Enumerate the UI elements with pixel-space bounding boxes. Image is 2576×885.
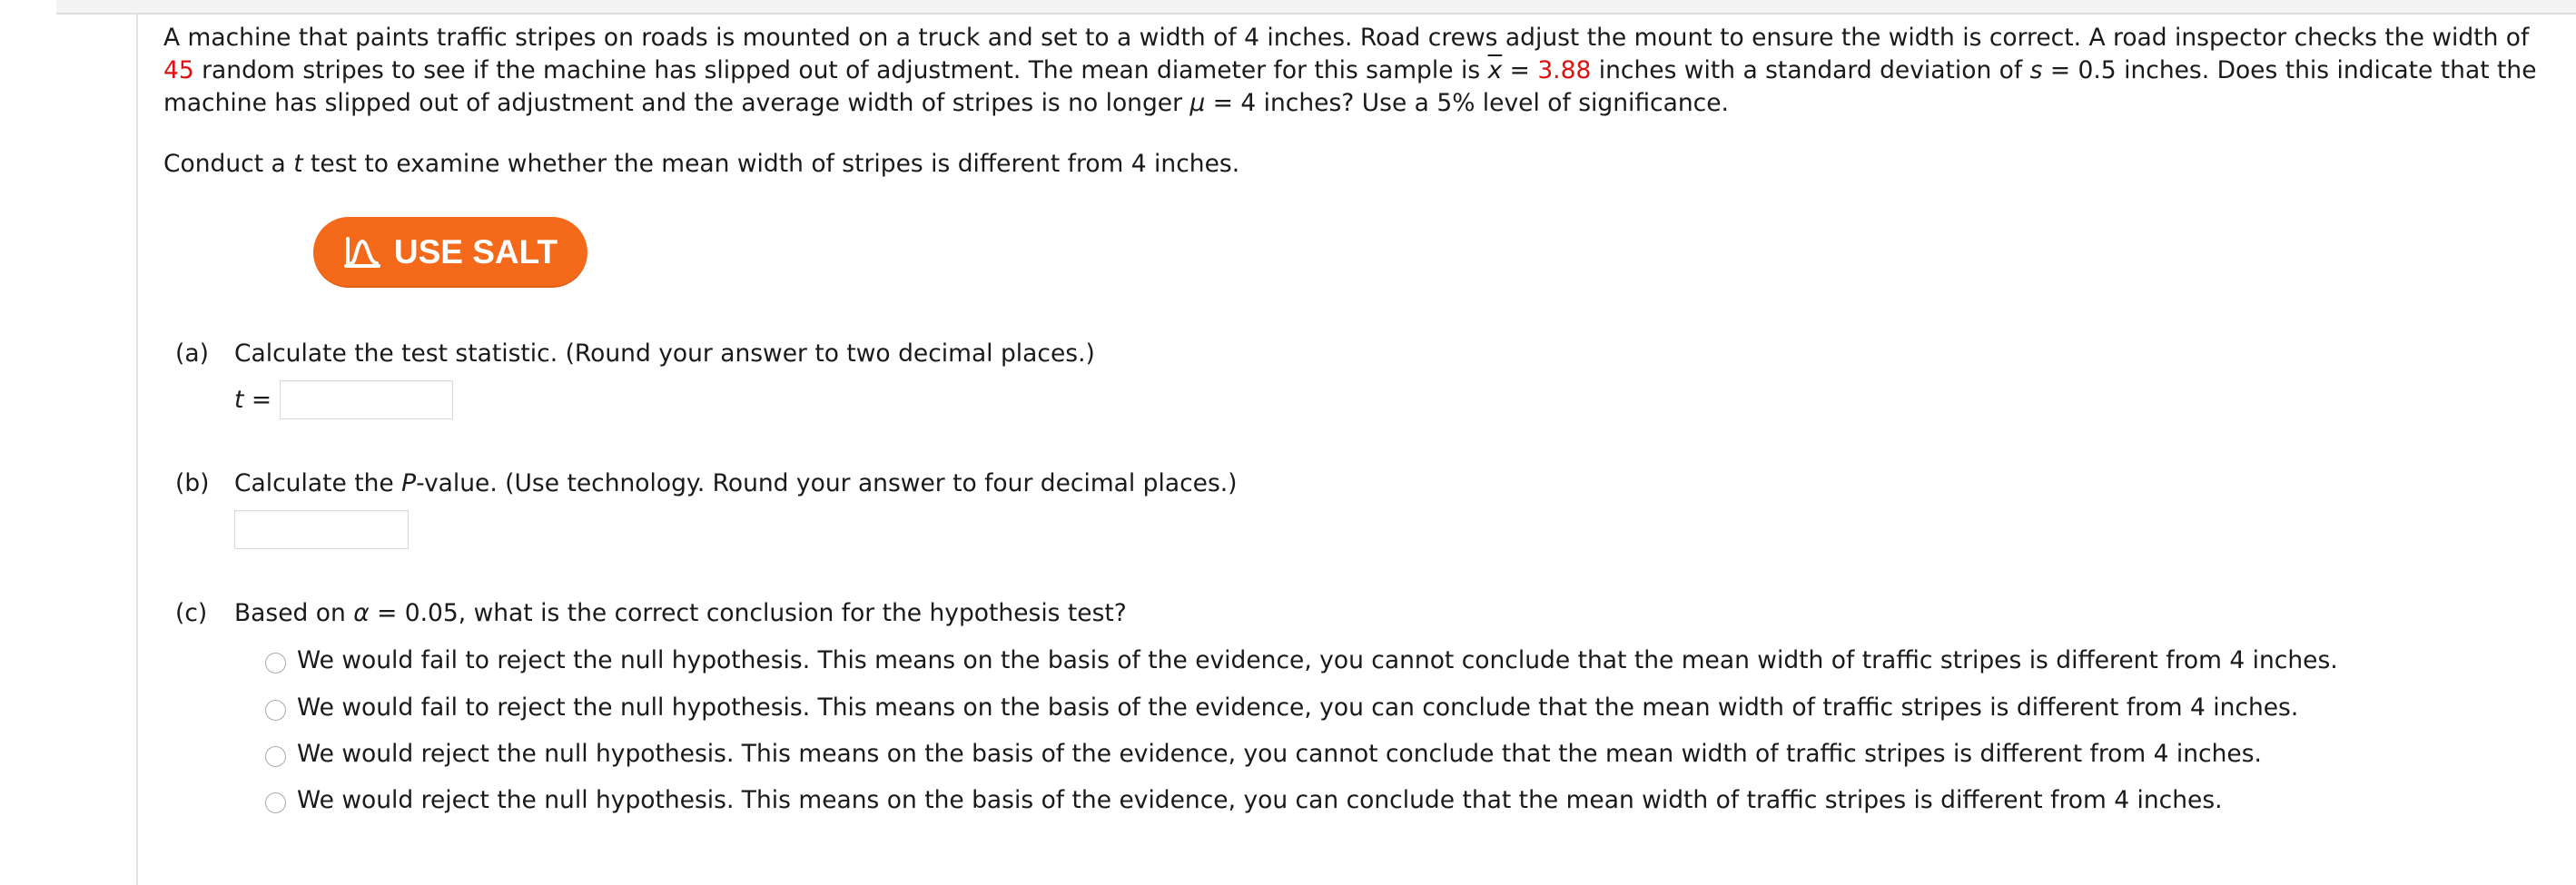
part-a-t-label [234, 384, 271, 417]
part-b-question-2: -value. (Use technology. Round your answer to four decimal places.) [416, 469, 1238, 497]
radio-button[interactable] [265, 700, 286, 721]
conclusion-option[interactable] [265, 692, 2298, 724]
problem-text-3: inches with a standard deviation of [1591, 56, 2030, 84]
option-label: We would reject the null hypothesis. This means on the basis of the evidence, you cannot conclude that the mean width of traffic stripes is different from 4 inches. [297, 740, 2262, 768]
option-label: We would reject the null hypothesis. This means on the basis of the evidence, you can conclude that the mean width of traffic stripes is different from 4 inches. [297, 786, 2223, 814]
instructions-text-1: Conduct a [163, 150, 294, 178]
s-symbol: s [2029, 56, 2043, 84]
radio-button[interactable] [265, 746, 286, 767]
use-salt-label: USE SALT [393, 233, 558, 270]
question-content [163, 22, 2561, 181]
part-a-label: (a) [175, 339, 209, 368]
test-statistic-input[interactable] [280, 380, 453, 419]
part-c-label: (c) [175, 599, 208, 627]
instructions-text-2: test to examine whether the mean width of stripes is different from 4 inches. [302, 150, 1240, 178]
instructions [163, 148, 2561, 181]
problem-statement [163, 22, 2561, 120]
top-toolbar-strip [56, 0, 2576, 15]
xbar-symbol: $\overline{x}$ [1487, 56, 1503, 84]
part-b-question-1: Calculate the [234, 469, 402, 497]
mu-symbol: μ [1189, 89, 1206, 117]
part-c-question [234, 597, 1127, 630]
part-b-question [234, 467, 1238, 500]
problem-text-4: = 0.5 inches. Does this indicate that the machine has slipped out of adjustment and the average width of stripes is no longer [163, 56, 2537, 117]
conclusion-option[interactable] [265, 784, 2223, 817]
problem-text-2: random stripes to see if the machine has slipped out of adjustment. The mean diameter for this sample is [193, 56, 1488, 84]
part-c-question-2: = 0.05, what is the correct conclusion for the hypothesis test? [369, 599, 1127, 627]
radio-button[interactable] [265, 792, 286, 813]
part-a-question: Calculate the test statistic. (Round your answer to two decimal places.) [234, 339, 1095, 368]
part-c-question-1: Based on [234, 599, 354, 627]
xbar-equals: = [1502, 56, 1538, 84]
part-a-t-equals: = [243, 386, 272, 414]
use-salt-button[interactable] [313, 217, 587, 288]
t-symbol: t [293, 150, 303, 178]
sample-mean-value: 3.88 [1537, 56, 1592, 84]
conclusion-option[interactable] [265, 644, 2338, 677]
problem-text-5: = 4 inches? Use a 5% level of significance. [1205, 89, 1729, 117]
part-a-t-symbol: t [234, 386, 244, 414]
part-b-label: (b) [175, 469, 210, 497]
left-divider [136, 13, 138, 885]
problem-text-1: A machine that paints traffic stripes on roads is mounted on a truck and set to a width of 4 inches. Road crews adjust the mount to ensure the width is correct. A road inspector checks the width of [163, 24, 2530, 52]
salt-chart-icon [343, 236, 381, 269]
radio-button[interactable] [265, 653, 286, 674]
sample-size-value: 45 [163, 56, 194, 84]
option-label: We would fail to reject the null hypothesis. This means on the basis of the evidence, you cannot conclude that the mean width of traffic stripes is different from 4 inches. [297, 646, 2338, 674]
conclusion-option[interactable] [265, 738, 2262, 771]
p-value-input[interactable] [234, 510, 409, 549]
p-symbol: P [401, 469, 417, 497]
option-label: We would fail to reject the null hypothesis. This means on the basis of the evidence, you can conclude that the mean width of traffic stripes is different from 4 inches. [297, 693, 2299, 722]
problem-paragraph [163, 22, 2561, 120]
alpha-symbol: α [353, 599, 370, 627]
